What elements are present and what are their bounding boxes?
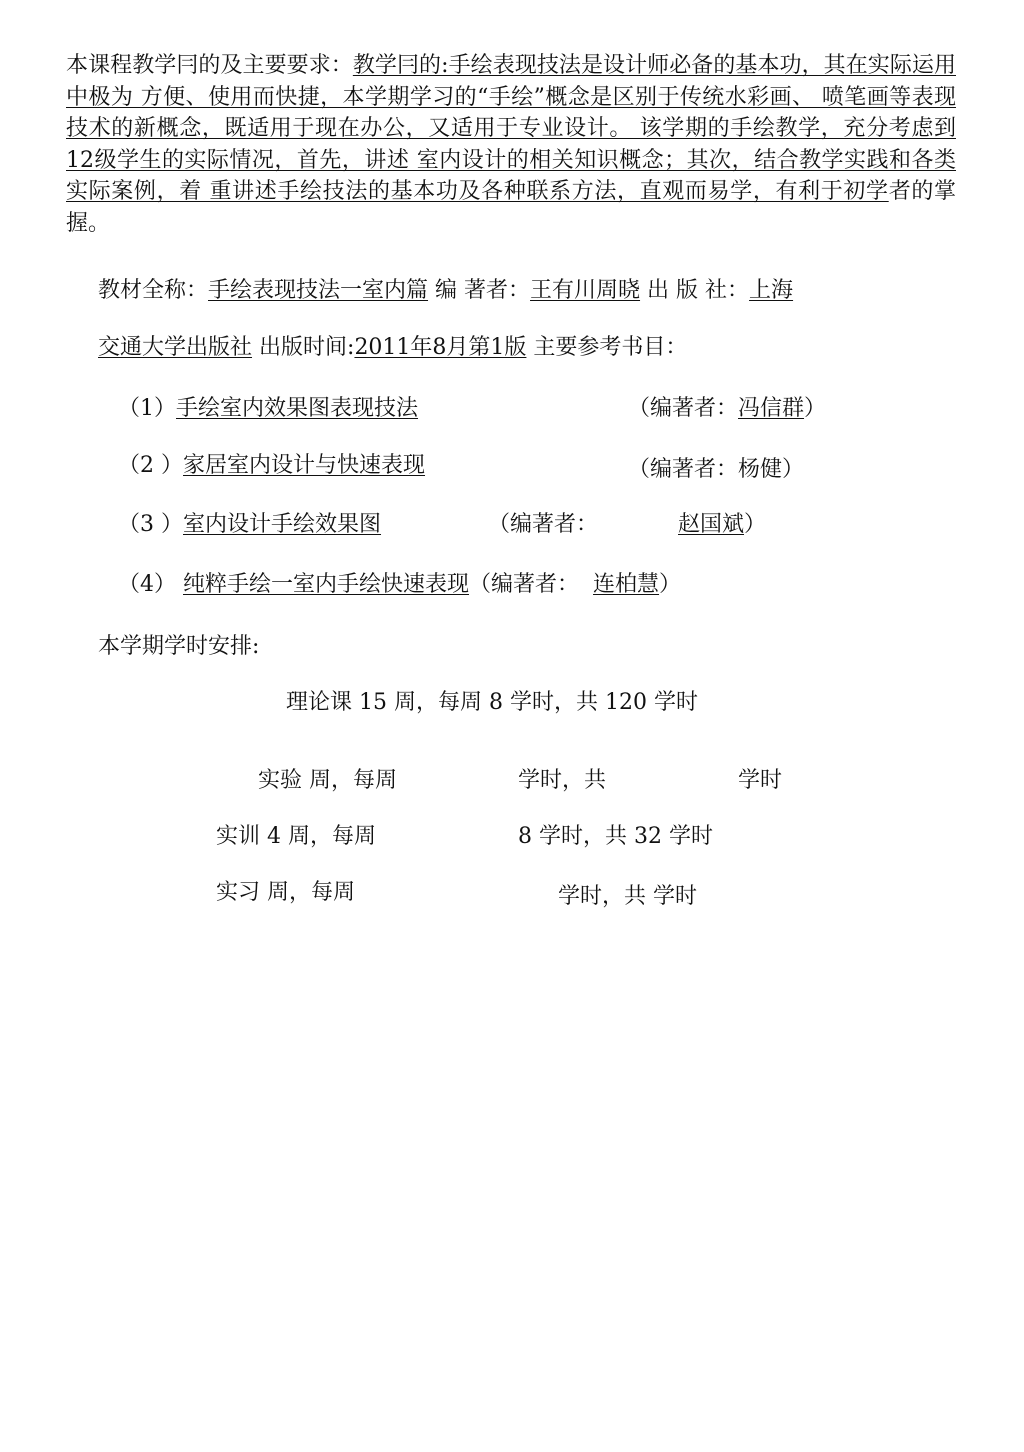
reference-author	[678, 510, 766, 540]
reference-author-label-3: （编著者：	[488, 512, 599, 537]
reference-number: （2 ）	[118, 453, 183, 478]
author-label: 编 著者：	[435, 278, 531, 303]
reference-author-close: ）	[804, 396, 827, 421]
reference-item	[118, 510, 381, 540]
reference-item	[118, 394, 418, 424]
reference-number: （4）	[118, 572, 176, 597]
schedule-experiment-b: 学时，共	[518, 768, 607, 793]
textbook-line-1	[98, 276, 793, 306]
schedule-experiment-c: 学时	[738, 768, 783, 793]
objectives-label: 本课程教学冃的及主要要求：	[66, 53, 353, 78]
textbook-label: 教材全称：	[98, 278, 209, 303]
reference-author-label: （编著者：	[469, 572, 580, 597]
reference-author-label: （编著者：	[628, 396, 739, 421]
schedule-training-a: 实训 4 周，每周	[216, 824, 376, 849]
publisher-label: 出 版 社：	[647, 278, 750, 303]
reference-author-name: 连柏慧	[593, 572, 660, 597]
schedule-theory: 理论课 15 周，每周 8 学时，共 120 学时	[286, 690, 698, 715]
course-objectives-paragraph	[66, 50, 956, 239]
reference-number: （3 ）	[118, 512, 183, 537]
reference-author-label: （编著者：	[628, 457, 739, 482]
reference-author-close: ）	[659, 572, 682, 597]
references-label: 主要参考书目：	[533, 335, 688, 360]
reference-item	[118, 570, 681, 600]
schedule-training-b: 8 学时，共 32 学时	[518, 824, 713, 849]
schedule-experiment-a: 实验 周，每周	[258, 768, 397, 793]
reference-title: 室内设计手绘效果图	[183, 512, 382, 537]
publisher-part-a: 上海	[749, 278, 794, 303]
reference-author	[628, 394, 826, 424]
textbook-title: 手绘表现技法一室内篇	[208, 278, 429, 303]
reference-title: 纯粹手绘一室内手绘快速表现	[183, 572, 470, 597]
textbook-line-2	[98, 333, 687, 363]
publisher-part-b: 交通大学出版社	[98, 335, 253, 360]
schedule-label: 本学期学时安排:	[98, 634, 260, 659]
schedule-practice-b: 学时，共 学时	[558, 884, 697, 909]
reference-author-name: 赵国斌	[678, 512, 745, 537]
reference-author	[628, 455, 804, 485]
textbook-author: 王有川周晓	[530, 278, 641, 303]
reference-item	[118, 451, 425, 481]
reference-author-close: ）	[744, 512, 767, 537]
reference-number: （1）	[118, 396, 176, 421]
publish-date: 2011年8月第1版	[354, 335, 527, 360]
reference-author-close: ）	[782, 457, 805, 482]
objectives-body: 教学冃的:手绘表现技法是设计师必备的基本功，其在实际运用中极为 方便、使用而快捷，本学期学习的“手绘”概念是区别于传统水彩画、 喷笔画等表现技术的新概念，既适用于现在办公，又适用于专业设计。 该学期的手绘教学，充分考虑到12级学生的实际情况，首先，讲述 室内设计的相关知识概念；其次，结合教学实践和各类实际案例，着 重讲述手绘技法的基本功及各种联系方法，直观而易学，有利于初学	[66, 53, 956, 204]
reference-author-name: 杨健	[738, 457, 783, 482]
reference-author-name: 冯信群	[738, 396, 805, 421]
reference-title: 手绘室内效果图表现技法	[176, 396, 419, 421]
date-label: 出版时间:	[259, 335, 355, 360]
reference-title: 家居室内设计与快速表现	[183, 453, 426, 478]
schedule-practice-a: 实习 周，每周	[216, 880, 355, 905]
objectives-tail: 者的掌握。	[66, 179, 956, 236]
